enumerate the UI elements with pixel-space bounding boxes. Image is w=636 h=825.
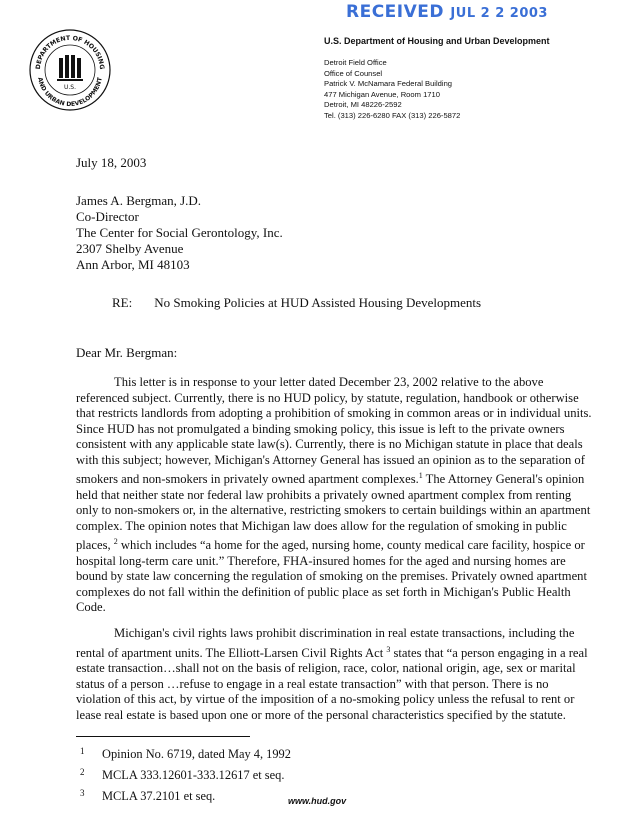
footnotes <box>80 742 291 805</box>
footer-website: www.hud.gov <box>288 796 347 806</box>
stamp-date: JUL 2 2 2003 <box>450 6 548 21</box>
footnote <box>80 763 291 784</box>
seal-letters: U.S. <box>63 84 77 91</box>
letter-date: July 18, 2003 <box>76 155 147 170</box>
footnote-number: 2 <box>80 767 85 777</box>
body-paragraph-1 <box>76 375 596 616</box>
footnote <box>80 784 291 805</box>
seal-text-top: DEPARTMENT OF HOUSING <box>34 34 106 70</box>
subject-label: RE: <box>112 295 133 310</box>
office-line: Office of Counsel <box>324 68 383 78</box>
subject-text: No Smoking Policies at HUD Assisted Housing Developments <box>154 295 482 310</box>
recipient-line: Co-Director <box>76 209 139 224</box>
office-address-block <box>324 58 460 122</box>
office-line: Patrick V. McNamara Federal Building <box>324 79 453 89</box>
footnote-ref: 3 <box>386 644 391 654</box>
office-line: Detroit Field Office <box>324 58 387 67</box>
recipient-line: 2307 Shelby Avenue <box>76 241 184 256</box>
seal-text-bottom: AND URBAN DEVELOPMENT <box>36 76 104 109</box>
footnote-text: MCLA 333.12601-333.12617 et seq. <box>102 768 285 782</box>
recipient-line: James A. Bergman, J.D. <box>76 193 202 208</box>
office-line: Tel. (313) 226-6280 FAX (313) 226-5872 <box>324 110 461 120</box>
footnote-text: Opinion No. 6719, dated May 4, 1992 <box>102 747 291 761</box>
paragraph-text: which includes “a home for the aged, nursing home, county medical care facility, hospice or hospital long-term care unit.” Therefore, FHA-insured homes for the aged and nursing homes are bound by state law concerning the regulation of smoking on the premises. Privately owned apartment complexes do not fall within the definition of public place as set forth in Michigan's Public Health Code. <box>76 538 587 615</box>
footnote-divider <box>76 736 250 737</box>
paragraph-text: The Attorney General's opinion held that neither state nor federal law prohibits a privately owned apartment complex from renting only to non-smokers or, in the alternative, restricting smokers to certain buildings within an apartment complex. The opinion notes that Michigan law does allow for the regulation of smoking in public places, <box>76 472 591 553</box>
recipient-address <box>76 193 283 273</box>
salutation: Dear Mr. Bergman: <box>76 345 178 360</box>
agency-name: U.S. Department of Housing and Urban Development <box>324 36 550 46</box>
footnote-ref: 2 <box>113 537 118 547</box>
recipient-line: Ann Arbor, MI 48103 <box>76 257 190 272</box>
paragraph-text: states that “a person engaging in a real estate transaction…shall not on the basis of religion, race, color, national origin, age, sex or marital status of a person …refuse to engage in a real estate transaction” with that person. There is no violation of this act, by virtue of the imposition of a no-smoking policy unless the refusal to rent or lease real estate is based upon one or more of the personal characteristics specified by the statute. <box>76 645 588 722</box>
body-paragraph-2 <box>76 626 596 723</box>
office-line: Detroit, MI 48226-2592 <box>324 100 402 110</box>
subject-line <box>112 295 481 311</box>
stamp-word: RECEIVED <box>346 2 444 22</box>
footnote-number: 3 <box>80 788 85 798</box>
office-line: 477 Michigan Avenue, Room 1710 <box>324 89 440 99</box>
recipient-line: The Center for Social Gerontology, Inc. <box>76 225 283 240</box>
footnote-number: 1 <box>80 746 85 756</box>
footnote <box>80 742 291 763</box>
paragraph-text: This letter is in response to your letter dated December 23, 2002 relative to the above referenced subject. Currently, there is no HUD policy, by statute, regulation, handbook or otherwise that restricts landlords from adopting a prohibition of smoking in common areas or in individual units. Since HUD has not promulgated a binding smoking policy, this issue is left to the private owners consistent with any applicable state law(s). Currently, there is no Michigan statute in place that deals with this subject; however, Michigan's Attorney General has issued an opinion as to the separation of smokers and non-smokers in privately owned apartment complexes. <box>76 375 592 487</box>
footnote-text: MCLA 37.2101 et seq. <box>102 789 216 803</box>
hud-seal-logo <box>28 28 112 112</box>
received-stamp <box>346 2 548 22</box>
footnote-ref: 1 <box>418 471 423 480</box>
paragraph-text: Michigan's civil rights laws prohibit discrimination in real estate transactions, including the rental of apartment units. The Elliott-Larsen Civil Rights Act <box>76 626 575 660</box>
